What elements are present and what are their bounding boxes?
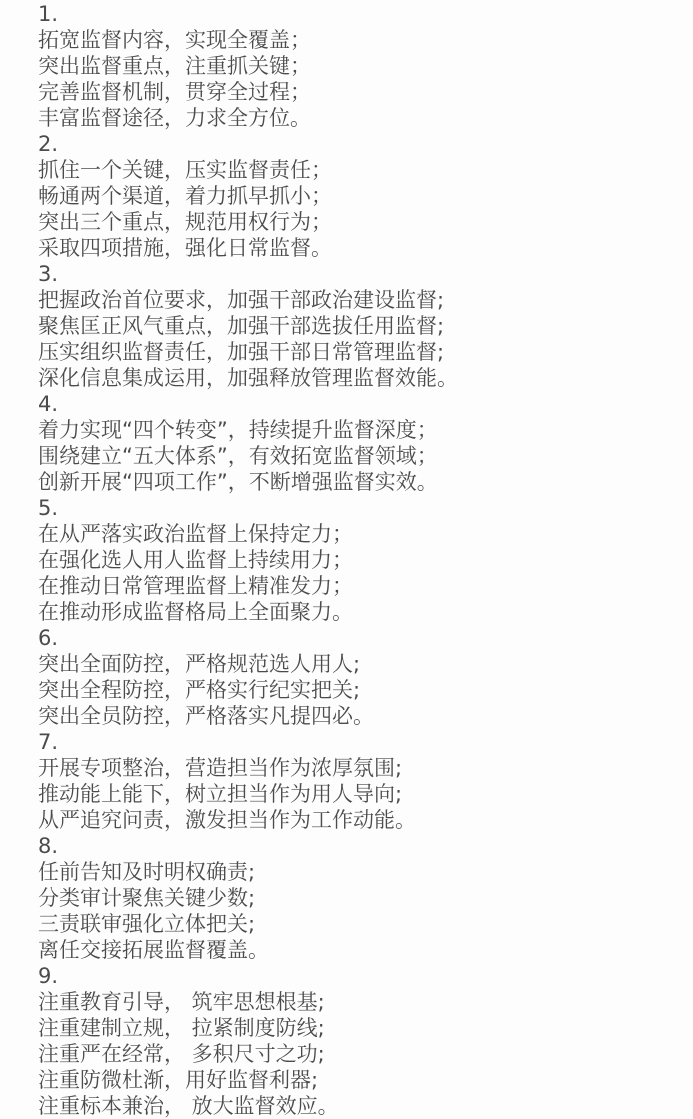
section-number: 7. [38,730,59,754]
section-number: 1. [38,2,59,26]
list-line: 抓住一个关键，压实监督责任； [38,158,332,182]
list-section [38,963,683,1119]
section-number: 9. [38,964,59,988]
list-section [38,495,683,625]
list-line: 采取四项措施，强化日常监督。 [38,236,332,260]
list-line: 分类审计聚焦关键少数; [38,886,256,910]
list-line: 注重严在经常， 多积尺寸之功; [38,1042,325,1066]
section-number: 3. [38,262,59,286]
list-section [38,1,683,131]
list-line: 注重防微杜渐，用好监督利器; [38,1068,319,1092]
list-section [38,261,683,391]
list-line: 把握政治首位要求，加强干部政治建设监督; [38,288,445,312]
list-line: 压实组织监督责任，加强干部日常管理监督; [38,340,445,364]
list-line: 在从严落实政治监督上保持定力； [38,522,353,546]
list-line: 深化信息集成运用，加强释放管理监督效能。 [38,366,458,390]
list-line: 在强化选人用人监督上持续用力； [38,548,353,572]
list-line: 完善监督机制，贯穿全过程； [38,80,311,104]
list-line: 开展专项整治，营造担当作为浓厚氛围; [38,756,403,780]
list-line: 畅通两个渠道，着力抓早抓小； [38,184,332,208]
list-line: 在推动形成监督格局上全面聚力。 [38,600,353,624]
section-number: 4. [38,392,59,416]
list-section [38,729,683,833]
list-section [38,833,683,963]
list-line: 任前告知及时明权确责; [38,860,256,884]
list-line: 拓宽监督内容，实现全覆盖； [38,28,311,52]
list-section [38,131,683,261]
list-line: 突出全程防控，严格实行纪实把关; [38,678,361,702]
list-line: 注重建制立规， 拉紧制度防线; [38,1016,325,1040]
list-line: 注重教育引导， 筑牢思想根基; [38,990,325,1014]
list-line: 从严追究问责，激发担当作为工作动能。 [38,808,416,832]
list-line: 推动能上能下，树立担当作为用人导向; [38,782,403,806]
list-line: 突出监督重点，注重抓关键； [38,54,311,78]
list-section [38,391,683,495]
list-line: 着力实现“四个转变”，持续提升监督深度； [38,418,438,442]
list-line: 创新开展“四项工作”，不断增强监督实效。 [38,470,438,494]
list-line: 突出全面防控，严格规范选人用人; [38,652,361,676]
list-section [38,625,683,729]
list-line: 突出三个重点，规范用权行为； [38,210,332,234]
list-line: 围绕建立“五大体系”，有效拓宽监督领域； [38,444,438,468]
list-line: 丰富监督途径，力求全方位。 [38,106,311,130]
section-number: 5. [38,496,59,520]
section-number: 8. [38,834,59,858]
list-line: 离任交接拓展监督覆盖。 [38,938,269,962]
section-number: 6. [38,626,59,650]
list-line: 突出全员防控，严格落实凡提四必。 [38,704,374,728]
list-line: 三责联审强化立体把关; [38,912,256,936]
list-line: 在推动日常管理监督上精准发力； [38,574,353,598]
section-number: 2. [38,132,59,156]
list-line: 聚焦匡正风气重点，加强干部选拔任用监督; [38,314,445,338]
list-line: 注重标本兼治， 放大监督效应。 [38,1094,339,1118]
